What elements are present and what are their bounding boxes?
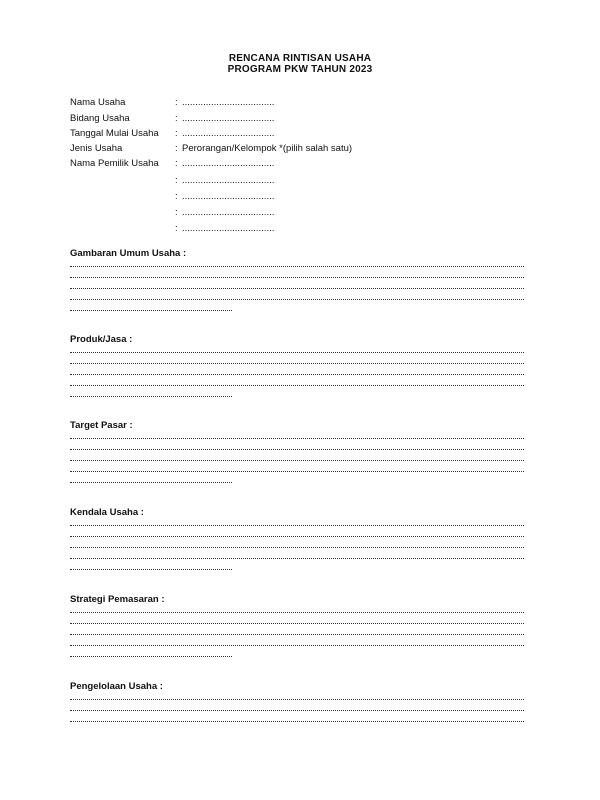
dotted-line	[70, 379, 524, 386]
dotted-line	[70, 368, 524, 375]
dotted-line	[70, 693, 524, 700]
section-title-pengelolaan-usaha: Pengelolaan Usaha :	[70, 681, 163, 692]
field-owner-extra-2	[70, 190, 530, 204]
field-colon: :	[175, 191, 178, 202]
dotted-line	[70, 541, 524, 548]
field-colon: :	[175, 175, 178, 186]
dotted-line	[70, 704, 524, 711]
field-value: ...................................	[182, 175, 275, 186]
dotted-line	[70, 563, 232, 570]
field-colon: :	[175, 223, 178, 234]
field-colon: :	[175, 158, 178, 169]
field-nama-usaha	[70, 96, 530, 110]
document-title-line-1: RENCANA RINTISAN USAHA	[228, 53, 372, 64]
dotted-line	[70, 650, 232, 657]
field-colon: :	[175, 207, 178, 218]
field-colon: :	[175, 128, 178, 139]
section-title-produk-jasa: Produk/Jasa :	[70, 334, 133, 345]
dotted-line	[70, 260, 524, 267]
field-colon: :	[175, 113, 178, 124]
dotted-line	[70, 552, 524, 559]
field-tanggal-mulai-usaha	[70, 127, 530, 141]
field-label: Jenis Usaha	[70, 143, 123, 154]
dotted-line	[70, 617, 524, 624]
dotted-line	[70, 606, 524, 613]
document-title-line-2: PROGRAM PKW TAHUN 2023	[227, 64, 373, 75]
field-jenis-usaha	[70, 142, 530, 156]
dotted-line	[70, 271, 524, 278]
dotted-line	[70, 357, 524, 364]
field-owner-extra-3	[70, 206, 530, 220]
field-value: ...................................	[182, 223, 275, 234]
field-nama-pemilik-usaha	[70, 157, 530, 171]
field-bidang-usaha	[70, 112, 530, 126]
section-title-strategi-pemasaran: Strategi Pemasaran :	[70, 594, 165, 605]
dotted-line	[70, 390, 232, 397]
dotted-line	[70, 443, 524, 450]
field-label: Nama Usaha	[70, 97, 126, 108]
field-label: Tanggal Mulai Usaha	[70, 128, 159, 139]
dotted-line	[70, 346, 524, 353]
field-label: Nama Pemilik Usaha	[70, 158, 159, 169]
field-owner-extra-4	[70, 222, 530, 236]
section-title-kendala-usaha: Kendala Usaha :	[70, 507, 144, 518]
field-value: ...................................	[182, 191, 275, 202]
field-colon: :	[175, 143, 178, 154]
dotted-line	[70, 454, 524, 461]
field-value: ...................................	[182, 128, 275, 139]
section-title-target-pasar: Target Pasar :	[70, 420, 133, 431]
field-value: ...................................	[182, 113, 275, 124]
field-value: ...................................	[182, 207, 275, 218]
dotted-line	[70, 465, 524, 472]
field-value: ...................................	[182, 158, 275, 169]
dotted-line	[70, 304, 232, 311]
dotted-line	[70, 530, 524, 537]
dotted-line	[70, 639, 524, 646]
dotted-line	[70, 628, 524, 635]
dotted-line	[70, 293, 524, 300]
dotted-line	[70, 476, 232, 483]
section-title-gambaran-umum: Gambaran Umum Usaha :	[70, 248, 187, 259]
dotted-line	[70, 715, 524, 722]
dotted-line	[70, 282, 524, 289]
field-value: ...................................	[182, 97, 275, 108]
dotted-line	[70, 432, 524, 439]
dotted-line	[70, 519, 524, 526]
field-value: Perorangan/Kelompok *(pilih salah satu)	[182, 143, 353, 154]
field-owner-extra-1	[70, 174, 530, 188]
field-colon: :	[175, 97, 178, 108]
field-label: Bidang Usaha	[70, 113, 130, 124]
